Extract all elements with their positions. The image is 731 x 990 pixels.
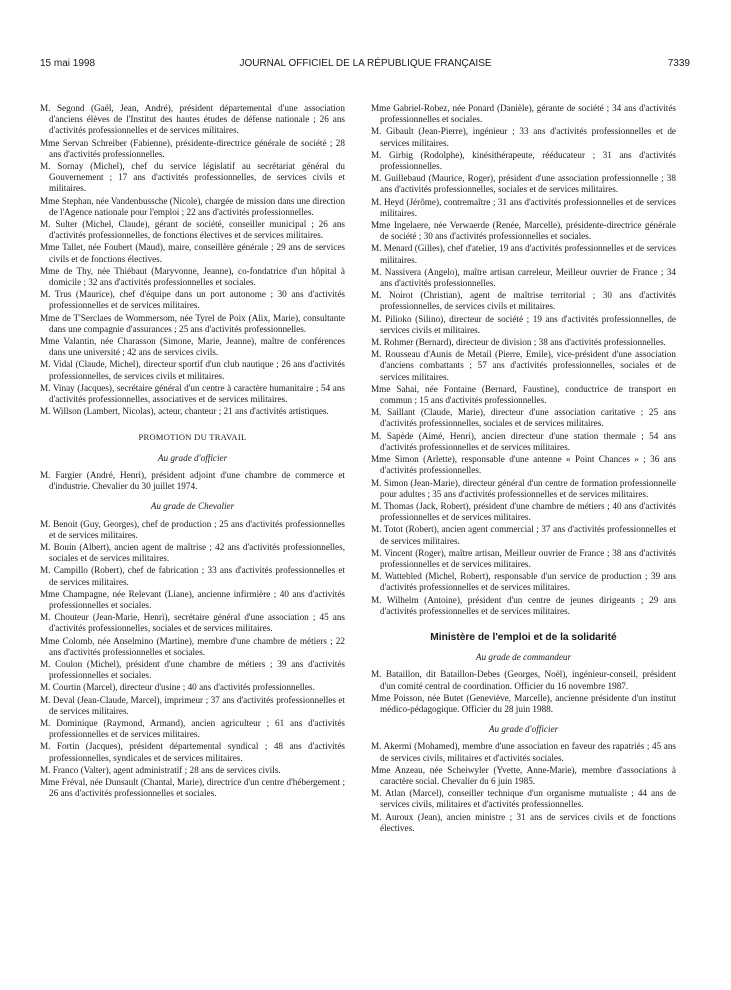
award-entry: M. Rohmer (Bernard), directeur de division ; 38 ans d'activités professionnelles. xyxy=(371,337,666,348)
award-entry: M. Sornay (Michel), chef du service législatif au secrétariat général du Gouvernement ; 17 ans d'activités professionnelles, de services civils et militaires. xyxy=(40,161,345,194)
award-entry: Mme Simon (Arlette), responsable d'une antenne « Point Chances » ; 36 ans d'activités professionnelles. xyxy=(371,454,676,476)
award-entry: M. Dominique (Raymond, Armand), ancien agriculteur ; 61 ans d'activités professionnelles et de services militaires. xyxy=(40,717,345,740)
award-entry: M. Chouteur (Jean-Marie, Henri), secrétaire général d'une association ; 45 ans d'activités professionnelles, sociales et de services militaires. xyxy=(40,612,345,634)
entry-list xyxy=(40,470,345,492)
award-entry: M. Gibault (Jean-Pierre), ingénieur ; 33 ans d'activités professionnelles et de services militaires. xyxy=(371,126,676,148)
entry-list xyxy=(371,741,676,834)
award-entry: M. Simon (Jean-Marie), directeur général d'un centre de formation professionnelle pour adultes ; 35 ans d'activités professionnelles et de services militaires. xyxy=(371,477,676,499)
award-entry: M. Guillebaud (Maurice, Roger), président d'une association professionnelle ; 38 ans d'activités professionnelles, sociales et de services militaires. xyxy=(371,173,676,195)
award-entry: M. Coulon (Michel), président d'une chambre de métiers ; 39 ans d'activités professionnelles et sociales. xyxy=(40,658,345,681)
ministry-title: Ministère de l'emploi et de la solidarité xyxy=(430,631,617,643)
grade-heading: Au grade de commandeur xyxy=(475,652,572,663)
award-entry: Mme Valantin, née Charasson (Simone, Marie, Jeanne), maître de conférences dans une université ; 42 ans de services civils. xyxy=(40,336,345,358)
award-entry: M. Fargier (André, Henri), président adjoint d'une chambre de commerce et d'industrie. Chevalier du 30 juillet 1974. xyxy=(40,469,345,492)
award-entry: M. Saillant (Claude, Marie), directeur d'une association caritative ; 25 ans d'activités professionnelles, sociales et de services militaires. xyxy=(371,407,676,429)
award-entry: M. Benoit (Guy, Georges), chef de production ; 25 ans d'activités professionnelles et de services militaires. xyxy=(40,518,345,540)
award-entry: M. Campillo (Robert), chef de fabrication ; 33 ans d'activités professionnelles et de services militaires. xyxy=(40,565,345,587)
header-page-number: 7339 xyxy=(667,58,690,69)
award-entry: M. Courtin (Marcel), directeur d'usine ; 40 ans d'activités professionnelles. xyxy=(40,682,315,693)
award-entry: M. Girbig (Rodolphe), kinésithérapeute, rééducateur ; 31 ans d'activités professionnelles. xyxy=(371,149,676,172)
award-entry: M. Willson (Lambert, Nicolas), acteur, chanteur ; 21 ans d'activités artistiques. xyxy=(40,406,329,417)
award-entry: M. Atlan (Marcel), conseiller technique d'un organisme mutualiste ; 44 ans de services civils, militaires et d'activités professionnelles. xyxy=(371,788,676,810)
award-entry: Mme Champagne, née Relevant (Liane), ancienne infirmière ; 40 ans d'activités professionnelles et sociales. xyxy=(40,588,345,610)
entry-list xyxy=(371,103,676,617)
award-entry: Mme de Thy, née Thiébaut (Maryvonne, Jeanne), co-fondatrice d'un hôpital à domicile ; 32 ans d'activités professionnelles et sociales. xyxy=(40,265,345,288)
entry-list xyxy=(371,669,676,715)
award-entry: Mme Fréval, née Dunsault (Chantal, Marie), directrice d'un centre d'hébergement ; 26 ans d'activités professionnelles et sociales. xyxy=(40,776,345,799)
award-entry: M. Heyd (Jérôme), contremaître ; 31 ans d'activités professionnelles et de services militaires. xyxy=(371,196,676,218)
award-entry: M. Totot (Robert), ancien agent commercial ; 37 ans d'activités professionnelles et de services militaires. xyxy=(371,524,676,546)
section-title: PROMOTION DU TRAVAIL xyxy=(138,432,247,443)
award-entry: M. Vidal (Claude, Michel), directeur sportif d'un club nautique ; 26 ans d'activités professionnelles, de services civils et militaires. xyxy=(40,359,345,381)
grade-heading: Au grade de Chevalier xyxy=(150,501,235,512)
award-entry: M. Wattebled (Michel, Robert), responsable d'un service de production ; 39 ans d'activités professionnelles et de services militaires. xyxy=(371,571,676,593)
award-entry: M. Fortin (Jacques), président départemental syndical ; 48 ans d'activités professionnelles, syndicales et de services militaires. xyxy=(40,741,345,763)
award-entry: M. Nassivera (Angelo), maître artisan carreleur, Meilleur ouvrier de France ; 34 ans d'activités professionnelles. xyxy=(371,266,676,289)
award-entry: M. Vinay (Jacques), secrétaire général d'un centre à caractère humanitaire ; 54 ans d'activités professionnelles, associatives et de services militaires. xyxy=(40,382,345,405)
award-entry: Mme Ingelaere, née Verwaerde (Renée, Marcelle), présidente-directrice générale de société ; 30 ans d'activités professionnelles et sociales. xyxy=(371,220,676,242)
award-entry: M. Deval (Jean-Claude, Marcel), imprimeur ; 37 ans d'activités professionnelles et de services militaires. xyxy=(40,694,345,716)
award-entry: Mme Servan Schreiber (Fabienne), présidente-directrice générale de société ; 28 ans d'activités professionnelles. xyxy=(40,137,345,159)
award-entry: M. Vincent (Roger), maître artisan, Meilleur ouvrier de France ; 38 ans d'activités professionnelles et de services militaires. xyxy=(371,547,676,569)
award-entry: Mme Gabriel-Robez, née Ponard (Danièle), gérante de société ; 34 ans d'activités professionnelles et sociales. xyxy=(371,103,676,125)
award-entry: M. Bouin (Albert), ancien agent de maîtrise ; 42 ans d'activités professionnelles, sociales et de services militaires. xyxy=(40,541,345,564)
award-entry: M. Segond (Gaël, Jean, André), président départemental d'une association d'anciens élèves de l'Institut des hautes études de défense nationale ; 26 ans d'activités professionnelles et de services militaires. xyxy=(40,103,345,136)
left-column xyxy=(40,103,345,800)
award-entry: Mme Colomb, née Anselmino (Martine), membre d'une chambre de métiers ; 22 ans d'activités professionnelles et sociales. xyxy=(40,635,345,657)
award-entry: Mme Stephan, née Vandenbussche (Nicole), chargée de mission dans une direction de l'Agence nationale pour l'emploi ; 22 ans d'activités professionnelles. xyxy=(40,195,345,217)
grade-heading: Au grade d'officier xyxy=(157,452,228,463)
entry-list xyxy=(40,103,345,417)
award-entry: Mme Sahai, née Fontaine (Bernard, Faustine), conductrice de transport en commun ; 15 ans d'activités professionnelles. xyxy=(371,383,676,406)
entry-list xyxy=(40,519,345,800)
award-entry: M. Rousseau d'Aunis de Metail (Pierre, Emile), vice-président d'une association d'anciens combattants ; 57 ans d'activités professionnelles, sociales et de services militaires. xyxy=(371,349,676,382)
award-entry: Mme Poisson, née Butet (Geneviève, Marcelle), ancienne présidente d'un institut médico-pédagogique. Officier du 28 juin 1988. xyxy=(371,692,676,714)
award-entry: M. Sulter (Michel, Claude), gérant de société, conseiller municipal ; 26 ans d'activités professionnelles, de fonctions électives et de services militaires. xyxy=(40,219,345,241)
header-date: 15 mai 1998 xyxy=(40,58,96,69)
award-entry: M. Akermi (Mohamed), membre d'une association en faveur des rapatriés ; 45 ans de services civils, militaires et d'activités sociales. xyxy=(371,741,676,763)
award-entry: M. Franco (Valter), agent administratif ; 28 ans de services civils. xyxy=(40,764,281,775)
award-entry: M. Sapède (Aimé, Henri), ancien directeur d'une station thermale ; 54 ans d'activités professionnelles et de services militaires. xyxy=(371,430,676,452)
award-entry: M. Bataillon, dit Bataillon-Debes (Georges, Noël), ingénieur-conseil, président d'un comité central de coordination. Officier du 16 novembre 1987. xyxy=(371,669,676,691)
header-title: JOURNAL OFFICIEL DE LA RÉPUBLIQUE FRANÇAISE xyxy=(239,58,492,69)
award-entry: M. Trus (Maurice), chef d'équipe dans un port autonome ; 30 ans d'activités professionnelles et de services militaires. xyxy=(40,289,345,311)
grade-heading: Au grade d'officier xyxy=(488,724,559,735)
award-entry: M. Menard (Gilles), chef d'atelier, 19 ans d'activités professionnelles et de services militaires. xyxy=(371,243,676,265)
award-entry: Mme de T'Serclaes de Wommersom, née Tyrel de Poix (Alix, Marie), consultante dans une compagnie d'assurances ; 25 ans d'activités professionnelles. xyxy=(40,312,345,334)
award-entry: M. Wilhelm (Antoine), président d'un centre de jeunes dirigeants ; 29 ans d'activités professionnelles et de services militaires. xyxy=(371,594,676,616)
award-entry: M. Auroux (Jean), ancien ministre ; 31 ans de services civils et de fonctions électives. xyxy=(371,811,676,833)
award-entry: M. Pilioko (Silino), directeur de société ; 19 ans d'activités professionnelles, de services civils et militaires. xyxy=(371,313,676,335)
award-entry: M. Noirot (Christian), agent de maîtrise territorial ; 30 ans d'activités professionnelles, de services civils et militaires. xyxy=(371,290,676,312)
award-entry: Mme Anzeau, née Scheiwyler (Yvette, Anne-Marie), membre d'associations à caractère social. Chevalier du 6 juin 1985. xyxy=(371,764,676,786)
award-entry: Mme Tallet, née Foubert (Maud), maire, conseillère générale ; 29 ans de services civils et de fonctions électives. xyxy=(40,242,345,264)
right-column xyxy=(371,103,676,835)
award-entry: M. Thomas (Jack, Robert), président d'une chambre de métiers ; 40 ans d'activités professionnelles et de services militaires. xyxy=(371,500,676,523)
